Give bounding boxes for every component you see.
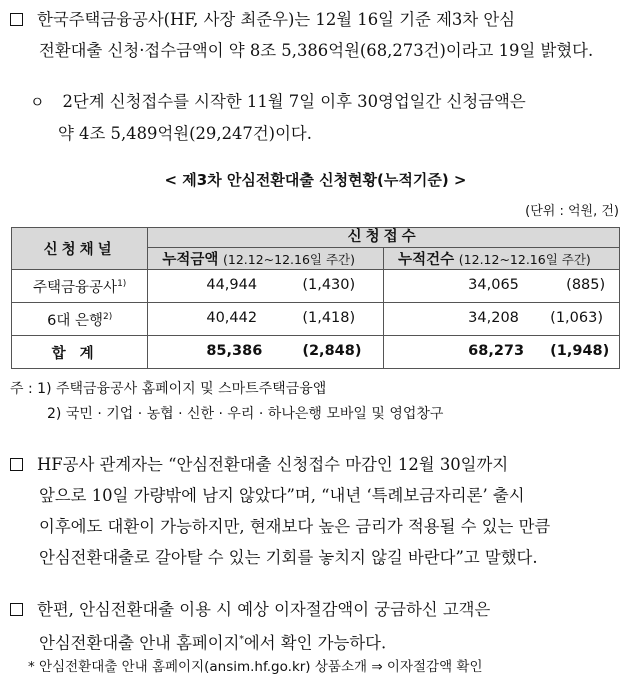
total-count: 68,273 (1,948)	[384, 336, 620, 369]
row-count: 34,065 (885)	[384, 270, 620, 303]
checkbox-bullet-icon	[10, 458, 23, 471]
paragraph-2-line-2: 앞으로 10일 가량밖에 남지 않았다”며, “내년 ‘특례보금자리론’ 출시	[39, 486, 525, 505]
header-count-period: (12.12~12.16일 주간)	[458, 252, 591, 267]
footnote-mark: *	[239, 635, 244, 645]
note-1: 1) 주택금융공사 홈페이지 및 스마트주택금융앱	[37, 381, 327, 397]
table-notes	[10, 377, 443, 427]
header-count	[384, 248, 620, 270]
sub-bullet-line-1: 2단계 신청접수를 시작한 11월 7일 이후 30영업일간 신청금액은	[62, 92, 526, 111]
header-amount-label: 누적금액	[162, 252, 219, 268]
header-channel: 신청채널	[12, 228, 148, 270]
paragraph-1-line-2: 전환대출 신청·접수금액이 약 8조 5,386억원(68,273건)이라고 19일 밝혔다.	[39, 41, 594, 60]
table-total-row	[12, 336, 620, 369]
circle-bullet-icon: ㅇ	[30, 93, 45, 111]
paragraph-1	[10, 4, 622, 66]
row-amount: 44,944 (1,430)	[148, 270, 384, 303]
row-channel: 주택금융공사$^{1)}$	[12, 270, 148, 303]
total-label: 합계	[12, 336, 148, 369]
header-count-label: 누적건수	[398, 252, 455, 268]
table-row	[12, 270, 620, 303]
paragraph-2-line-4: 안심전환대출로 갈아탈 수 있는 기회를 놓치지 않길 바란다”고 말했다.	[39, 548, 538, 567]
paragraph-1-line-1: 한국주택금융공사(HF, 사장 최준우)는 12월 16일 기준 제3차 안심	[37, 10, 516, 29]
header-amount	[148, 248, 384, 270]
table-title: < 제3차 안심전환대출 신청현황(누적기준) >	[164, 171, 467, 189]
row-channel: 6대 은행$^{2)}$	[12, 303, 148, 336]
notes-prefix: 주 :	[10, 381, 38, 397]
paragraph-2-line-3: 이후에도 대환이 가능하지만, 현재보다 높은 금리가 적용될 수 있는 만큼	[39, 517, 551, 536]
application-status-table	[11, 227, 620, 369]
sub-bullet	[30, 86, 622, 149]
note-2: 2) 국민 · 기업 · 농협 · 신한 · 우리 · 하나은행 모바일 및 영업창구	[47, 406, 444, 422]
header-amount-period: (12.12~12.16일 주간)	[222, 252, 355, 267]
paragraph-2-line-1: HF공사 관계자는 “안심전환대출 신청접수 마감인 12월 30일까지	[37, 455, 509, 474]
paragraph-2	[10, 449, 622, 573]
table-unit: (단위 : 억원, 건)	[525, 204, 619, 219]
table-row	[12, 303, 620, 336]
paragraph-3-line-1: 한편, 안심전환대출 이용 시 예상 이자절감액이 궁금하신 고객은	[37, 600, 491, 619]
sub-bullet-line-2: 약 4조 5,489억원(29,247건)이다.	[58, 124, 312, 143]
header-group: 신청접수	[148, 228, 620, 248]
paragraph-3-line-2: 안심전환대출 안내 홈페이지*에서 확인 가능하다.	[39, 633, 387, 653]
row-amount: 40,442 (1,418)	[148, 303, 384, 336]
row-count: 34,208 (1,063)	[384, 303, 620, 336]
checkbox-bullet-icon	[10, 13, 23, 26]
total-amount: 85,386 (2,848)	[148, 336, 384, 369]
footnote: * 안심전환대출 안내 홈페이지(ansim.hf.go.kr) 상품소개 ⇒ 이자절감액 확인	[28, 659, 483, 675]
checkbox-bullet-icon	[10, 603, 23, 616]
paragraph-3	[10, 594, 622, 658]
